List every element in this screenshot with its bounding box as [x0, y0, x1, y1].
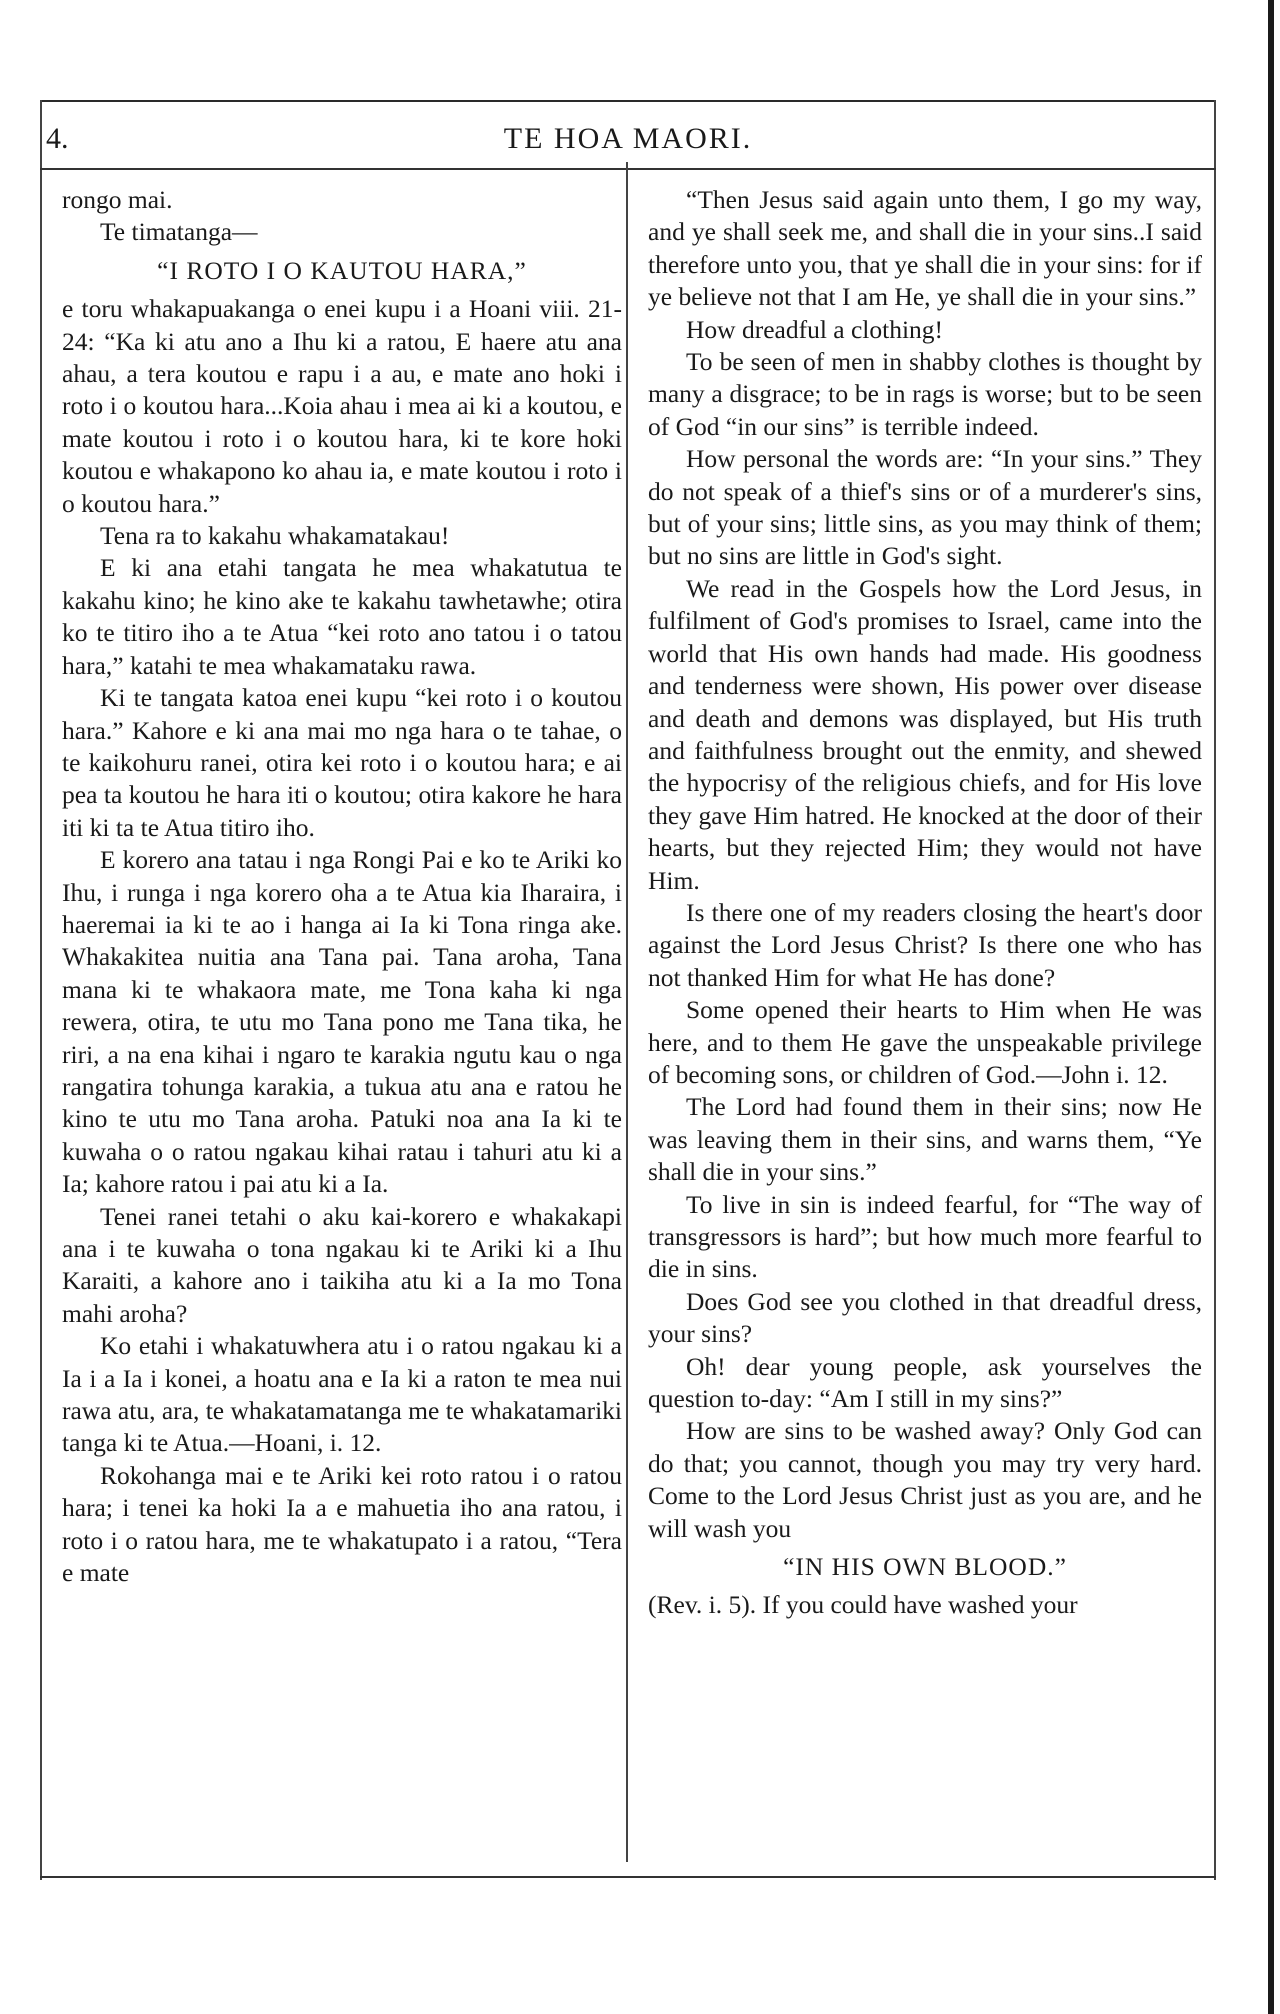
paragraph: Tena ra to kakahu whakamatakau! — [100, 521, 450, 551]
column-divider — [626, 162, 628, 1862]
paragraph: To be seen of men in shabby clothes is thought by many a disgrace; to be in rags is worse; but to be seen of God “in our sins” is terrible indeed. — [648, 347, 1202, 441]
paragraph: (Rev. i. 5). If you could have washed your — [648, 1590, 1078, 1620]
paragraph: To live in sin is indeed fearful, for “The way of transgressors is hard”; but how much more fearful to die in sins. — [648, 1189, 1202, 1284]
page-header — [40, 110, 1216, 160]
paragraph: Some opened their hearts to Him when He was here, and to them He gave the unspeakable privilege of becoming sons, or children of God.—John i. 12. — [648, 995, 1202, 1089]
paragraph: “Then Jesus said again unto them, I go my way, and ye shall seek me, and shall die in your sins..I said therefore unto you, that ye shall die in your sins: for if ye believe not that I am He, ye shall die in your sins.” — [648, 185, 1202, 312]
paragraph: E korero ana tatau i nga Rongi Pai e ko te Ariki ko Ihu, i runga i nga korero oha a te Atua kia Iharaira, i haeremai ia ki te ao i hanga ai Ia ki Tona ringa ake. Whakakitea nuitia ana Tana pai. Tana aroha, Tana mana ki te whakaora mate, me Tona kaha ki nga rewera, otira, te utu mo Tana pono me Tana tika, he riri, a na ena kihai i ngaro te karakia ngutu kau o nga rangatira tohunga karakia, a tukua atu ana e ratou he kino te utu mo Tana aroha. Patuki noa ana Ia ki te kuwaha o o ratou ngakau kihai ratau i tahuri atu ki a Ia; kahore ratou i pai atu ki a Ia. — [62, 845, 622, 1199]
page-frame — [40, 100, 1216, 1880]
paragraph: rongo mai. — [62, 185, 173, 214]
paragraph: Ko etahi i whakatuwhera atu i o ratou ngakau ki a Ia i a Ia i konei, a hoatu ana e Ia ki a raton te mea nui rawa atu, ara, te whakatamatanga me te whakatamariki tanga ki te Atua.—Hoani, i. 12. — [62, 1331, 623, 1458]
paragraph: e toru whakapuakanga o enei kupu i a Hoani viii. 21-24: “Ka ki atu ano a Ihu ki a ratou, E haere atu ana ahau, a tera koutou e rapu i a au, e mate ano hoki i roto i o koutou hara...Koia ahau i mea ai ki a koutou, e mate koutou i roto i o koutou hara, ki te kore hoki koutou e whakapono ko ahau ia, e mate koutou i roto i o koutou hara.” — [62, 294, 622, 518]
right-border — [1214, 100, 1216, 1880]
running-head-title: TE HOA MAORI. — [503, 122, 753, 155]
paragraph: We read in the Gospels how the Lord Jesus, in fulfilment of God's promises to Israel, came into the world that His own hands had made. His goodness and tenderness were shown, His power over disease and death and demons was displayed, but His truth and faithfulness brought out the enmity, and shewed the hypocrisy of the religious chiefs, and for His love they gave Him hatred. He knocked at the door of their hearts, but they rejected Him; they would not have Him. — [648, 573, 1202, 895]
bottom-rule — [40, 1876, 1216, 1878]
heading-quote: “IN HIS OWN BLOOD.” — [783, 1552, 1067, 1582]
page-number: 4. — [46, 122, 69, 155]
heading-quote: “I ROTO I O KAUTOU HARA,” — [157, 255, 527, 285]
left-column — [62, 184, 622, 1589]
paragraph: Is there one of my readers closing the heart's door against the Lord Jesus Christ? Is there one who has not thanked Him for what He has done? — [648, 897, 1202, 992]
top-rule — [40, 100, 1216, 102]
paragraph: Tenei ranei tetahi o aku kai-korero e whakakapi ana i te kuwaha o tona ngakau ki te Ariki ki a Ihu Karaiti, a kahore ano i taikiha atu ki a Ia mo Tona mahi aroha? — [62, 1201, 622, 1328]
paragraph: E ki ana etahi tangata he mea whakatutua te kakahu kino; he kino ake te kakahu tawhetawhe; otira ko te titiro iho a te Atua “kei roto ano tatou i o tatou hara,” katahi te mea whakamataku rawa. — [62, 553, 622, 680]
paragraph: Rokohanga mai e te Ariki kei roto ratou i o ratou hara; i tenei ka hoki Ia a e mahuetia iho ana ratou, i roto i o ratou hara, me te whakatupato i a ratou, “Tera e mate — [62, 1460, 622, 1588]
paragraph: How dreadful a clothing! — [686, 314, 944, 344]
paragraph: Does God see you clothed in that dreadful dress, your sins? — [648, 1286, 1202, 1349]
paragraph: Te timatanga— — [100, 217, 258, 247]
paragraph: How personal the words are: “In your sins.” They do not speak of a thief's sins or of a murderer's sins, but of your sins; little sins, as you may think of them; but no sins are little in God's sight. — [648, 444, 1202, 571]
page-edge-rule — [1268, 0, 1274, 2014]
paragraph: The Lord had found them in their sins; now He was leaving them in their sins, and warns them, “Ye shall die in your sins.” — [648, 1092, 1202, 1187]
left-border — [40, 100, 42, 1880]
header-rule — [40, 168, 1216, 170]
paragraph: How are sins to be washed away? Only God can do that; you cannot, though you may try very hard. Come to the Lord Jesus Christ just as you are, and he will wash you — [648, 1416, 1202, 1543]
right-column — [648, 184, 1202, 1622]
paragraph: Oh! dear young people, ask yourselves the question to-day: “Am I still in my sins?” — [648, 1351, 1202, 1414]
paragraph: Ki te tangata katoa enei kupu “kei roto i o koutou hara.” Kahore e ki ana mai mo nga hara o te tahae, o te kaikohuru ranei, otira kei roto i o koutou hara; e ai pea ta koutou he hara iti o koutou; otira kakore he hara iti ki ta te Atua titiro iho. — [62, 683, 622, 842]
